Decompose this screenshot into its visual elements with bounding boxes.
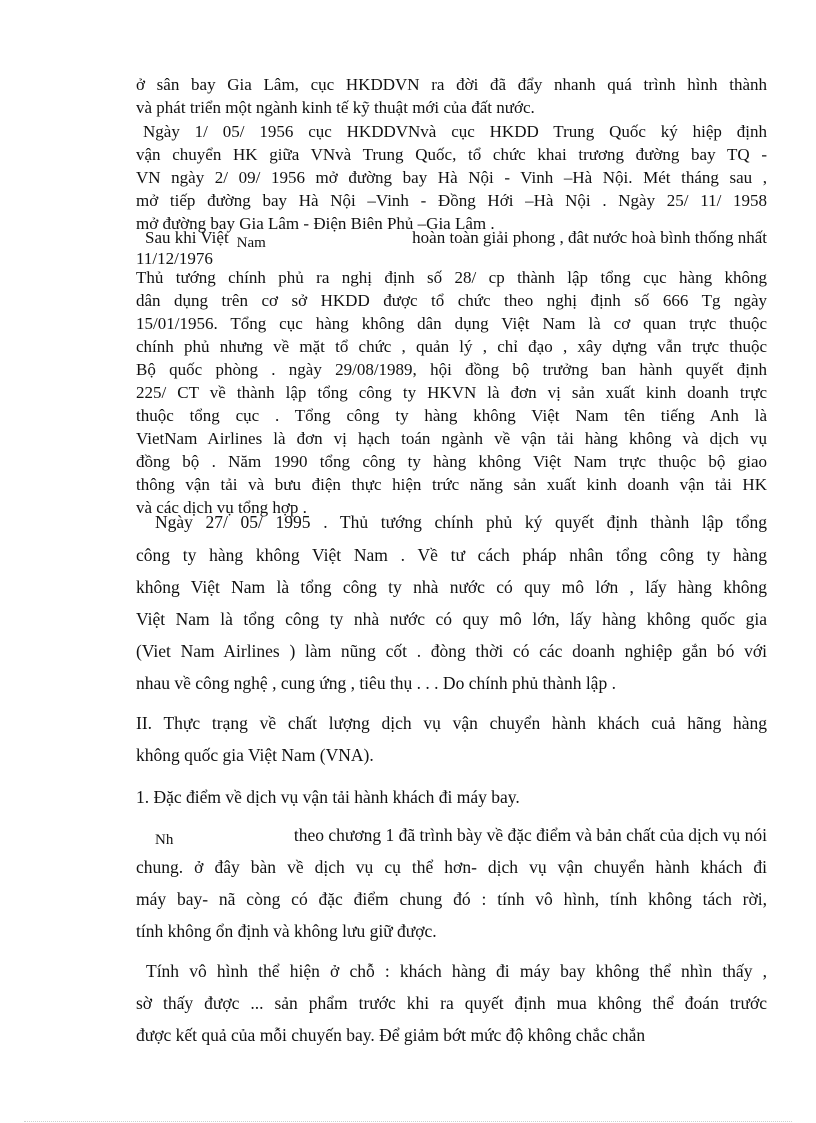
text-line: thuộc tổng cục . Tổng công ty hàng không Việt Nam tên tiếng Anh là — [136, 406, 767, 425]
text-line: mở đường bay Gia Lâm - Điện Biên Phủ –Gia Lâm . — [136, 214, 495, 233]
text-line: VietNam Airlines là đơn vị hạch toán ngành về vận tải hàng không và dịch vụ — [136, 429, 767, 448]
text-line: 15/01/1956. Tổng cục hàng không dân dụng Việt Nam là cơ quan trực thuộc — [136, 314, 767, 333]
text-fragment: hoàn toàn giải phong , đât nước hoà bình thống nhất — [412, 228, 767, 247]
text-fragment: Sau khi Việt — [145, 228, 229, 247]
text-line: Ngày 27/ 05/ 1995 . Thủ tướng chính phủ ký quyết định thành lập tổng — [155, 512, 767, 532]
text-line: và phát triển một ngành kinh tế kỹ thuật mới của đất nước. — [136, 98, 535, 117]
text-line: được kết quả của mỗi chuyến bay. Để giảm bớt mức độ không chắc chắn — [136, 1025, 646, 1045]
text-line: dân dụng trên cơ sở HKDD được tổ chức theo nghị định số 666 Tg ngày — [136, 291, 767, 310]
subsection-heading: 1. Đặc điểm về dịch vụ vận tải hành khách đi máy bay. — [136, 787, 520, 807]
text-line — [145, 228, 767, 251]
text-line: và các dịch vụ tổng hợp . — [136, 498, 307, 517]
text-line: vận chuyển HK giữa VNvà Trung Quốc, tổ chức khai trương đường bay TQ - — [136, 145, 767, 164]
text-line — [155, 825, 767, 848]
text-line: Tính vô hình thể hiện ở chỗ : khách hàng đi máy bay không thể nhìn thấy , — [146, 961, 767, 981]
text-line: mở tiếp đường bay Hà Nội –Vinh - Đồng Hới –Hà Nội . Ngày 25/ 11/ 1958 — [136, 191, 767, 210]
section-heading: II. Thực trạng về chất lượng dịch vụ vận chuyển hành khách cuả hãng hàng — [136, 713, 767, 733]
text-line: công ty hàng không Việt Nam . Về tư cách pháp nhân tổng công ty hàng — [136, 545, 767, 565]
text-line: chính phủ nhưng về mặt tổ chức , quản lý , chỉ đạo , xây dựng vẫn trực thuộc — [136, 337, 767, 356]
page-bottom-border — [24, 1121, 792, 1122]
text-line: nhau về công nghệ , cung ứng , tiêu thụ . . . Do chính phủ thành lập . — [136, 673, 616, 693]
text-line: chung. ở đây bàn về dịch vụ cụ thể hơn- dịch vụ vận chuyển hành khách đi — [136, 857, 767, 877]
text-fragment: theo chương 1 đã trình bày về đặc điểm và bản chất của dịch vụ nói — [293, 825, 767, 845]
text-line: (Viet Nam Airlines ) làm nũng cốt . đòng thời có các doanh nghiệp gắn bó với — [136, 641, 767, 661]
text-line: tính không ổn định và không lưu giữ được. — [136, 921, 437, 941]
section-heading: không quốc gia Việt Nam (VNA). — [136, 745, 374, 765]
text-line: máy bay- nã còng có đặc điểm chung đó : tính vô hình, tính không tách rời, — [136, 889, 767, 909]
text-line: không Việt Nam là tổng công ty nhà nước có quy mô lớn , lấy hàng không — [136, 577, 767, 597]
text-line: thông vận tải và bưu điện thực hiện trức năng sản xuất kinh doanh vận tải HK — [136, 475, 767, 494]
text-line: sờ thấy được ... sản phẩm trước khi ra quyết định mua không thể đoán trước — [136, 993, 767, 1013]
text-line: đồng bộ . Năm 1990 tổng công ty hàng không Việt Nam trực thuộc bộ giao — [136, 452, 767, 471]
text-line: 225/ CT về thành lập tổng công ty HKVN là đơn vị sản xuất kinh doanh trực — [136, 383, 767, 402]
text-line: ở sân bay Gia Lâm, cục HKDDVN ra đời đã đẩy nhanh quá trình hình thành — [136, 75, 767, 94]
text-line: Việt Nam là tổng công ty nhà nước có quy mô lớn, lấy hàng không quốc gia — [136, 609, 767, 629]
text-line: Thủ tướng chính phủ ra nghị định số 28/ cp thành lập tổng cục hàng không — [136, 268, 767, 287]
text-line: Ngày 1/ 05/ 1956 cục HKDDVNvà cục HKDD Trung Quốc ký hiệp định — [143, 122, 767, 141]
text-line: 11/12/1976 — [136, 249, 213, 268]
text-line: Bộ quốc phòng . ngày 29/08/1989, hội đồng bộ trưởng ban hành quyết định — [136, 360, 767, 379]
text-fragment: Nam — [236, 235, 266, 251]
text-fragment: Nh — [155, 832, 174, 848]
text-line: VN ngày 2/ 09/ 1956 mở đường bay Hà Nội - Vinh –Hà Nội. Mét tháng sau , — [136, 168, 767, 187]
